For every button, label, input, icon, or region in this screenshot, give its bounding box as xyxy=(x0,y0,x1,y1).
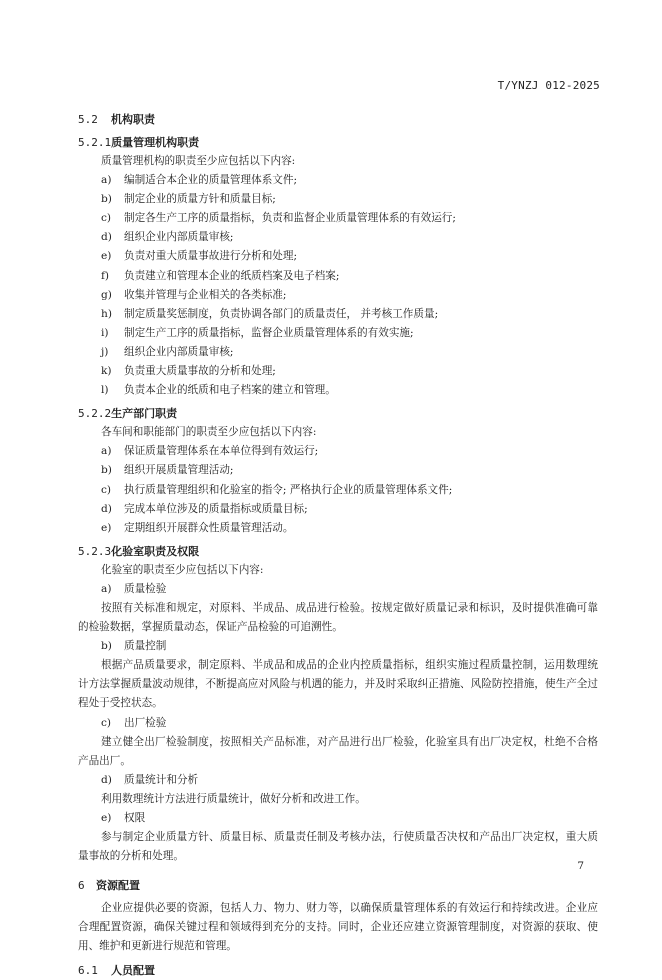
list-text: 制定企业的质量方针和质量目标; xyxy=(124,193,276,206)
subsection-title xyxy=(78,714,598,733)
list-item xyxy=(78,171,598,190)
heading-5-2-3 xyxy=(78,542,598,561)
list-marker: a) xyxy=(101,174,112,187)
subsection-title xyxy=(78,771,598,790)
list-item xyxy=(78,442,598,461)
heading-number: 5.2.3 xyxy=(78,544,112,558)
list-text: 定期组织开展群众性质量管理活动。 xyxy=(124,521,294,534)
heading-number: 5.2 xyxy=(78,113,98,126)
page-content xyxy=(78,110,598,980)
page-number: 7 xyxy=(577,860,584,872)
heading-6-1 xyxy=(78,961,598,980)
subsection-label: 质量控制 xyxy=(124,640,167,653)
list-item xyxy=(78,519,598,538)
list-marker: i) xyxy=(101,326,109,339)
list-text: 制定质量奖惩制度，负责协调各部门的质量责任， 并考核工作质量; xyxy=(124,307,439,320)
heading-number: 5.2.1 xyxy=(78,136,112,149)
list-marker: e) xyxy=(101,812,112,824)
list-item xyxy=(78,286,598,305)
list-5-2-2 xyxy=(78,442,598,537)
standard-code: T/YNZJ 012-2025 xyxy=(497,79,600,92)
list-5-2-1 xyxy=(78,171,598,400)
list-text: 编制适合本企业的质量管理体系文件; xyxy=(124,174,298,187)
list-item xyxy=(78,343,598,362)
list-item xyxy=(78,228,598,247)
list-marker: e) xyxy=(101,521,112,534)
list-text: 组织企业内部质量审核; xyxy=(124,231,234,244)
list-marker: k) xyxy=(101,365,112,378)
heading-title: 资源配置 xyxy=(96,879,140,893)
heading-number: 5.2.2 xyxy=(78,407,112,421)
list-marker: a) xyxy=(101,582,112,595)
heading-5-2-1 xyxy=(78,133,598,152)
blocks-5-2-3 xyxy=(78,580,598,866)
heading-title: 化验室职责及权限 xyxy=(111,544,200,558)
subsection-body: 根据产品质量要求，制定原料、半成品和成品的企业内控质量指标，组织实施过程质量控制，运用数理统计方法掌握质量波动规律，不断提高应对风险与机遇的能力，并及时采取纠正措施、风险防控措施，使生产全过程处于受控状态。 xyxy=(78,659,598,710)
list-text: 负责重大质量事故的分析和处理; xyxy=(124,365,276,378)
section-intro: 质量管理机构的职责至少应包括以下内容: xyxy=(101,155,296,167)
list-marker: g) xyxy=(101,288,112,301)
subsection-body: 建立健全出厂检验制度，按照相关产品标准，对产品进行出厂检验，化验室具有出厂决定权，杜绝不合格产品出厂。 xyxy=(78,735,598,767)
list-text: 负责本企业的纸质和电子档案的建立和管理。 xyxy=(124,384,336,397)
subsection-label: 质量统计和分析 xyxy=(124,773,199,786)
heading-title: 质量管理机构职责 xyxy=(111,136,200,149)
heading-title: 生产部门职责 xyxy=(111,407,178,421)
list-marker: d) xyxy=(101,502,112,515)
paragraph-resources: 企业应提供必要的资源，包括人力、物力、财力等，以确保质量管理体系的有效运行和持续改进。企业应合理配置资源，确保关键过程和领域得到充分的支持。同时，企业还应建立资源管理制度，对资源的获取、使用、维护和更新进行规范和管理。 xyxy=(78,902,598,953)
list-item xyxy=(78,500,598,519)
list-marker: b) xyxy=(101,464,112,477)
subsection-body: 按照有关标准和规定，对原料、半成品、成品进行检验。按规定做好质量记录和标识，及时提供准确可靠的检验数据，掌握质量动态，保证产品检验的可追溯性。 xyxy=(78,601,598,634)
subsection-label: 权限 xyxy=(124,812,146,824)
list-marker: h) xyxy=(101,307,112,320)
list-marker: c) xyxy=(101,212,112,225)
subsection-label: 质量检验 xyxy=(124,582,167,595)
list-marker: c) xyxy=(101,716,112,729)
list-marker: e) xyxy=(101,250,112,263)
list-text: 组织企业内部质量审核; xyxy=(124,345,234,358)
list-marker: l) xyxy=(101,384,109,397)
list-item xyxy=(78,481,598,500)
subsection-label: 出厂检验 xyxy=(124,716,167,729)
heading-number: 6 xyxy=(78,879,85,893)
heading-5-2-2 xyxy=(78,404,598,423)
list-marker: d) xyxy=(101,231,112,244)
list-item xyxy=(78,324,598,343)
heading-6 xyxy=(78,876,598,895)
list-marker: f) xyxy=(101,269,110,282)
subsection-body: 参与制定企业质量方针、质量目标、质量责任制及考核办法，行使质量否决权和产品出厂决定权，重大质量事故的分析和处理。 xyxy=(78,831,598,863)
list-text: 组织开展质量管理活动; xyxy=(124,464,234,477)
subsection-title xyxy=(78,580,598,599)
list-text: 完成本单位涉及的质量指标或质量目标; xyxy=(124,502,308,515)
list-text: 收集并管理与企业相关的各类标准; xyxy=(124,288,287,301)
section-intro: 化验室的职责至少应包括以下内容: xyxy=(101,563,264,576)
subsection-title xyxy=(78,637,598,656)
list-marker: d) xyxy=(101,773,112,786)
list-marker: b) xyxy=(101,193,112,206)
list-text: 制定各生产工序的质量指标，负责和监督企业质量管理体系的有效运行; xyxy=(124,212,456,225)
list-marker: a) xyxy=(101,445,112,458)
list-text: 负责对重大质量事故进行分析和处理; xyxy=(124,250,298,263)
list-marker: j) xyxy=(101,345,109,358)
subsection-title xyxy=(78,809,598,828)
subsection-body: 利用数理统计方法进行质量统计，做好分析和改进工作。 xyxy=(101,792,366,805)
heading-5-2 xyxy=(78,110,598,129)
list-item xyxy=(78,247,598,266)
list-item xyxy=(78,267,598,286)
list-marker: b) xyxy=(101,640,112,653)
list-item xyxy=(78,209,598,228)
heading-title: 机构职责 xyxy=(111,113,155,126)
section-intro: 各车间和职能部门的职责至少应包括以下内容: xyxy=(101,426,317,439)
list-marker: c) xyxy=(101,483,112,496)
list-text: 保证质量管理体系在本单位得到有效运行; xyxy=(124,445,319,458)
heading-number: 6.1 xyxy=(78,963,98,977)
list-item xyxy=(78,362,598,381)
list-item xyxy=(78,461,598,480)
list-item xyxy=(78,381,598,400)
heading-title: 人员配置 xyxy=(111,963,155,977)
list-text: 执行质量管理组织和化验室的指令; 严格执行企业的质量管理体系文件; xyxy=(124,483,453,496)
list-text: 负责建立和管理本企业的纸质档案及电子档案; xyxy=(124,269,340,282)
list-item xyxy=(78,305,598,324)
list-item xyxy=(78,190,598,209)
list-text: 制定生产工序的质量指标，监督企业质量管理体系的有效实施; xyxy=(124,326,414,339)
